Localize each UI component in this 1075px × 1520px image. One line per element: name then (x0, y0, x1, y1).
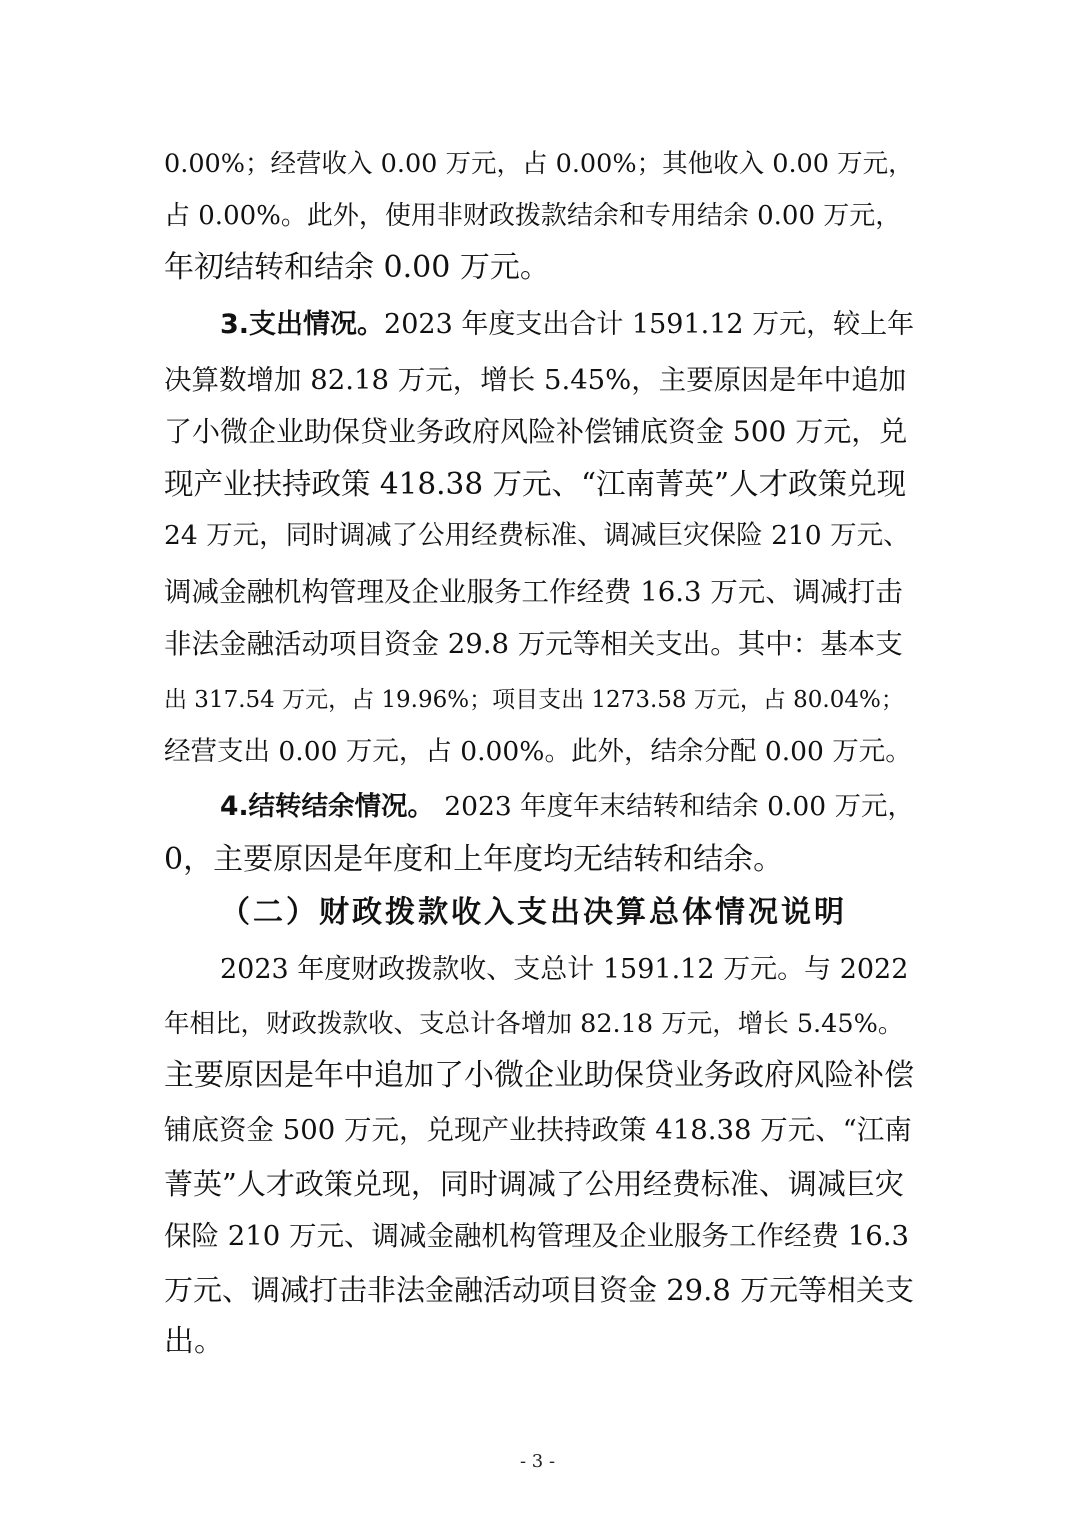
section-3-text: 2023 年度支出合计 1591.12 万元，较上年 (384, 309, 915, 340)
text-line: 现产业扶持政策 418.38 万元、“江南菁英”人才政策兑现 (164, 467, 907, 501)
text-line: 菁英”人才政策兑现，同时调减了公用经费标准、调减巨灾 (164, 1167, 904, 1201)
text-line: 了小微企业助保贷业务政府风险补偿铺底资金 500 万元，兑 (164, 415, 908, 448)
text-line: 年初结转和结余 0.00 万元。 (164, 250, 550, 285)
text-line: 决算数增加 82.18 万元，增长 5.45%，主要原因是年中追加 (164, 364, 907, 396)
text-line: 年相比，财政拨款收、支总计各增加 82.18 万元，增长 5.45%。 (164, 1009, 904, 1039)
section-4-first-line (220, 787, 914, 827)
section-heading: （二）财政拨款收入支出决算总体情况说明 (220, 895, 847, 930)
page-number: - 3 - (519, 1451, 556, 1472)
text-line: 经营支出 0.00 万元，占 0.00%。此外，结余分配 0.00 万元。 (164, 736, 912, 767)
text-line: 万元、调减打击非法金融活动项目资金 29.8 万元等相关支 (164, 1273, 915, 1307)
section-3-first-line (220, 305, 914, 345)
section-3-heading: 3.支出情况。 (220, 309, 385, 340)
section-4-text: 2023 年度年末结转和结余 0.00 万元， (444, 791, 914, 822)
text-line: 占 0.00%。此外，使用非财政拨款结余和专用结余 0.00 万元， (164, 201, 902, 231)
section-4-heading: 4.结转结余情况。 (220, 791, 435, 822)
text-line: 非法金融活动项目资金 29.8 万元等相关支出。其中：基本支 (164, 628, 903, 660)
text-line: 保险 210 万元、调减金融机构管理及企业服务工作经费 16.3 (164, 1220, 909, 1252)
text-line: 0，主要原因是年度和上年度均无结转和结余。 (164, 842, 784, 877)
text-line: 调减金融机构管理及企业服务工作经费 16.3 万元、调减打击 (164, 576, 903, 608)
text-line: 24 万元，同时调减了公用经费标准、调减巨灾保险 210 万元、 (164, 520, 910, 551)
text-line: 铺底资金 500 万元，兑现产业扶持政策 418.38 万元、“江南 (164, 1114, 912, 1146)
text-line: 出 317.54 万元，占 19.96%；项目支出 1273.58 万元，占 80.04%； (164, 687, 904, 713)
text-line: 0.00%；经营收入 0.00 万元，占 0.00%；其他收入 0.00 万元， (164, 149, 914, 179)
text-line: 出。 (164, 1324, 224, 1359)
text-line: 2023 年度财政拨款收、支总计 1591.12 万元。与 2022 (220, 954, 909, 985)
text-line: 主要原因是年中追加了小微企业助保贷业务政府风险补偿 (164, 1058, 914, 1093)
